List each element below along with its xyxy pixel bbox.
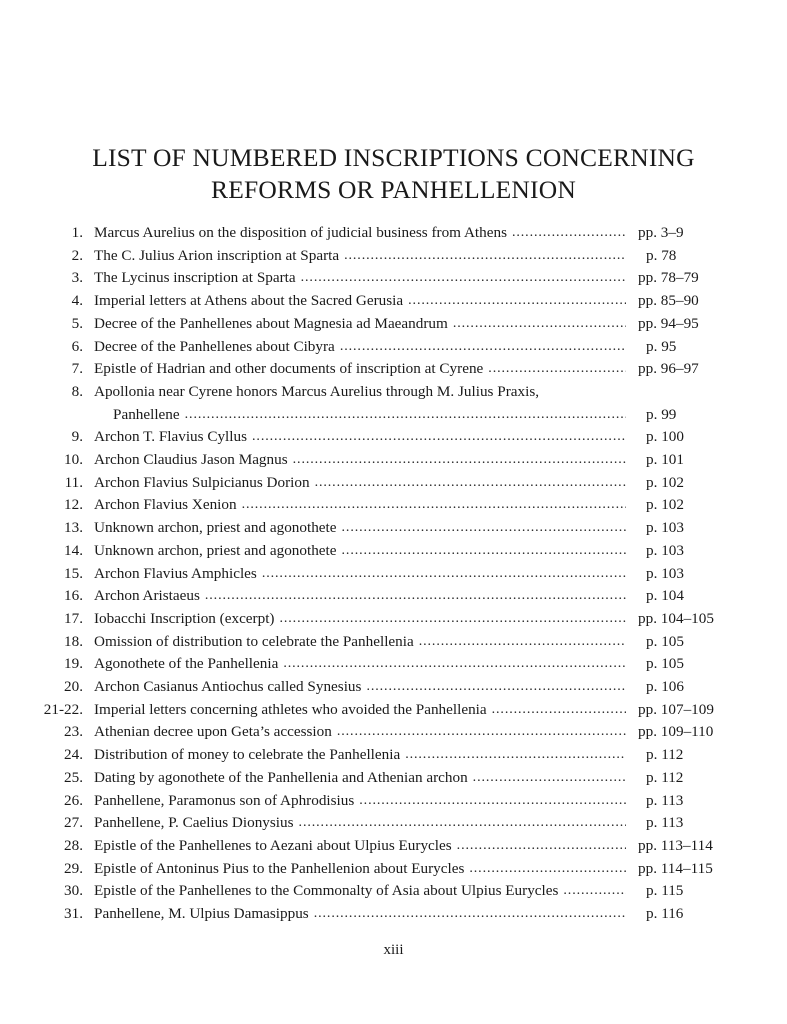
inscription-title: Imperial letters at Athens about the Sacred Gerusia: [94, 292, 404, 310]
page-reference: pp. 3–9: [638, 224, 684, 241]
dot-leader: [452, 835, 626, 856]
inscription-number: 25.: [64, 768, 83, 786]
entry-line: [94, 585, 626, 606]
inscription-title: Archon Claudius Jason Magnus: [94, 451, 288, 468]
dot-leader: [507, 222, 626, 243]
dot-leader: [200, 585, 626, 606]
entry-line: [94, 517, 626, 538]
inscription-title: Epistle of Hadrian and other documents of inscription at Cyrene: [94, 360, 484, 378]
page-reference: p. 116: [646, 905, 684, 922]
inscription-number: 30.: [64, 882, 83, 900]
entry-line: [94, 835, 626, 856]
page-reference: pp. 109–110: [638, 723, 714, 741]
inscription-number: 17.: [64, 609, 83, 627]
page-reference: p. 105: [646, 632, 684, 650]
entry-line: [94, 472, 626, 493]
page-reference: p. 95: [646, 337, 677, 355]
page-reference: pp. 104–105: [638, 609, 714, 627]
entry-line: [94, 494, 626, 515]
entry-line: [94, 608, 626, 629]
dot-leader: [339, 245, 626, 266]
inscription-number: 16.: [64, 587, 83, 605]
inscription-title: Athenian decree upon Geta’s accession: [94, 723, 332, 741]
inscription-number: 7.: [71, 360, 83, 378]
dot-leader: [310, 472, 626, 493]
inscription-title: Epistle of Antoninus Pius to the Panhellenion about Eurycles: [94, 859, 465, 877]
entry-line: [94, 245, 626, 266]
dot-leader: [483, 358, 626, 379]
dot-leader: [180, 404, 626, 425]
inscription-number: 8.: [71, 382, 83, 400]
inscription-title: Iobacchi Inscription (excerpt): [94, 609, 275, 627]
page-reference: p. 102: [646, 473, 684, 491]
entry-line: [94, 744, 626, 765]
entry-line: [94, 222, 626, 243]
page-reference: p. 112: [646, 768, 684, 786]
page-reference: p. 101: [646, 451, 684, 468]
page-reference: p. 100: [646, 428, 684, 446]
entry-line: [94, 563, 626, 584]
page-reference: p. 113: [646, 814, 684, 832]
dot-leader: [414, 631, 626, 652]
dot-leader: [558, 880, 626, 901]
entry-line: [94, 336, 626, 357]
inscription-title: Epistle of the Panhellenes to the Commonalty of Asia about Ulpius Eurycles: [94, 882, 559, 900]
inscription-title: Archon Flavius Amphicles: [94, 564, 257, 582]
inscription-title: Distribution of money to celebrate the Panhellenia: [94, 746, 401, 764]
inscription-number: 29.: [64, 859, 83, 877]
inscription-title: The Lycinus inscription at Sparta: [94, 269, 296, 287]
inscription-number: 28.: [64, 836, 83, 854]
dot-leader: [337, 540, 626, 561]
inscription-title: Omission of distribution to celebrate the Panhellenia: [94, 632, 414, 650]
inscription-number: 11.: [64, 473, 83, 491]
page-reference: p. 105: [646, 655, 684, 673]
inscription-number: 9.: [71, 428, 83, 446]
dot-leader: [237, 494, 626, 515]
entry-line: [94, 313, 626, 334]
inscription-title: Imperial letters concerning athletes who avoided the Panhellenia: [94, 700, 487, 718]
page-reference: p. 102: [646, 496, 684, 514]
inscription-title: Decree of the Panhellenes about Cibyra: [94, 337, 335, 355]
dot-leader: [337, 517, 626, 538]
inscription-number: 19.: [64, 655, 83, 673]
inscription-title: Panhellene, P. Caelius Dionysius: [94, 814, 294, 832]
inscription-title: Archon Casianus Antiochus called Synesius: [94, 678, 362, 695]
entry-line: [94, 381, 626, 402]
inscription-title: The C. Julius Arion inscription at Sparta: [94, 246, 340, 264]
inscription-number: 6.: [71, 337, 83, 355]
page-reference: p. 112: [646, 746, 684, 764]
entry-line: [113, 404, 626, 425]
page-reference: pp. 107–109: [638, 700, 714, 718]
dot-leader: [464, 858, 626, 879]
entry-line: [94, 721, 626, 742]
dot-leader: [278, 653, 626, 674]
dot-leader: [400, 744, 626, 765]
entry-line: [94, 653, 626, 674]
entry-line: [94, 699, 626, 720]
page-reference: pp. 85–90: [638, 292, 699, 310]
page-reference: p. 106: [646, 678, 684, 695]
page-reference: p. 78: [646, 246, 677, 264]
inscription-title: Archon T. Flavius Cyllus: [94, 428, 248, 446]
inscription-title: Apollonia near Cyrene honors Marcus Aurelius through M. Julius Praxis,: [94, 382, 540, 400]
inscription-number: 27.: [64, 814, 83, 832]
inscription-title: Epistle of the Panhellenes to Aezani about Ulpius Eurycles: [94, 836, 452, 854]
inscription-title: Marcus Aurelius on the disposition of judicial business from Athens: [94, 224, 507, 241]
inscription-number: 3.: [71, 269, 83, 287]
inscription-number: 23.: [64, 723, 83, 741]
entry-line: [94, 858, 626, 879]
inscription-number: 31.: [64, 905, 83, 922]
inscription-number: 21-22.: [43, 700, 83, 718]
inscription-title: Panhellene: [113, 405, 180, 423]
entry-line: [94, 449, 626, 470]
title-line-1: LIST OF NUMBERED INSCRIPTIONS CONCERNING: [92, 143, 695, 172]
entry-line: [94, 631, 626, 652]
dot-leader: [288, 449, 626, 470]
inscription-title: Unknown archon, priest and agonothete: [94, 541, 337, 559]
inscription-number: 12.: [64, 496, 83, 514]
dot-leader: [257, 563, 626, 584]
entry-line: [94, 880, 626, 901]
dot-leader: [468, 767, 626, 788]
page-reference: p. 103: [646, 519, 684, 537]
dot-leader: [361, 676, 626, 697]
inscription-number: 14.: [64, 541, 83, 559]
dot-leader: [487, 699, 626, 720]
entry-line: [94, 540, 626, 561]
dot-leader: [335, 336, 626, 357]
inscription-title: Archon Flavius Sulpicianus Dorion: [94, 473, 310, 491]
entry-line: [94, 267, 626, 288]
entry-line: [94, 790, 626, 811]
inscription-title: Decree of the Panhellenes about Magnesia ad Maeandrum: [94, 314, 448, 332]
inscription-title: Archon Flavius Xenion: [94, 496, 237, 514]
dot-leader: [294, 812, 626, 833]
page-reference: p. 115: [646, 882, 684, 900]
dot-leader: [354, 790, 626, 811]
page-reference: pp. 113–114: [638, 836, 713, 854]
inscription-number: 5.: [71, 314, 83, 332]
entry-line: [94, 767, 626, 788]
inscription-number: 20.: [64, 678, 83, 695]
entry-line: [94, 812, 626, 833]
dot-leader: [332, 721, 626, 742]
inscription-title: Unknown archon, priest and agonothete: [94, 519, 337, 537]
inscription-title: Dating by agonothete of the Panhellenia and Athenian archon: [94, 768, 468, 786]
inscription-title: Archon Aristaeus: [94, 587, 200, 605]
inscription-number: 10.: [64, 451, 83, 468]
entry-line: [94, 903, 626, 924]
page-title: [0, 142, 787, 206]
inscription-title: Panhellene, M. Ulpius Damasippus: [94, 905, 309, 922]
page-reference: pp. 78–79: [638, 269, 699, 287]
page-reference: p. 99: [646, 405, 677, 423]
title-line-2: REFORMS OR PANHELLENION: [211, 175, 576, 204]
page-reference: pp. 114–115: [638, 859, 713, 877]
page-reference: p. 103: [646, 541, 684, 559]
dot-leader: [296, 267, 626, 288]
inscription-number: 4.: [71, 292, 83, 310]
page-reference: p. 103: [646, 564, 684, 582]
inscription-number: 24.: [64, 746, 83, 764]
inscription-title: Agonothete of the Panhellenia: [94, 655, 279, 673]
inscription-number: 15.: [64, 564, 83, 582]
dot-leader: [403, 290, 626, 311]
page-reference: p. 113: [646, 791, 684, 809]
page-reference: pp. 96–97: [638, 360, 699, 378]
inscription-number: 1.: [71, 224, 83, 241]
inscription-number: 2.: [71, 246, 83, 264]
inscription-number: 26.: [64, 791, 83, 809]
page-number: xiii: [383, 942, 404, 958]
entry-line: [94, 426, 626, 447]
dot-leader: [274, 608, 626, 629]
page-reference: p. 104: [646, 587, 684, 605]
inscription-title: Panhellene, Paramonus son of Aphrodisius: [94, 791, 355, 809]
dot-leader: [448, 313, 626, 334]
page-reference: pp. 94–95: [638, 314, 699, 332]
dot-leader: [247, 426, 626, 447]
dot-leader: [309, 903, 626, 924]
entry-line: [94, 358, 626, 379]
inscription-number: 18.: [64, 632, 83, 650]
entry-line: [94, 676, 626, 697]
entry-line: [94, 290, 626, 311]
inscription-number: 13.: [64, 519, 83, 537]
